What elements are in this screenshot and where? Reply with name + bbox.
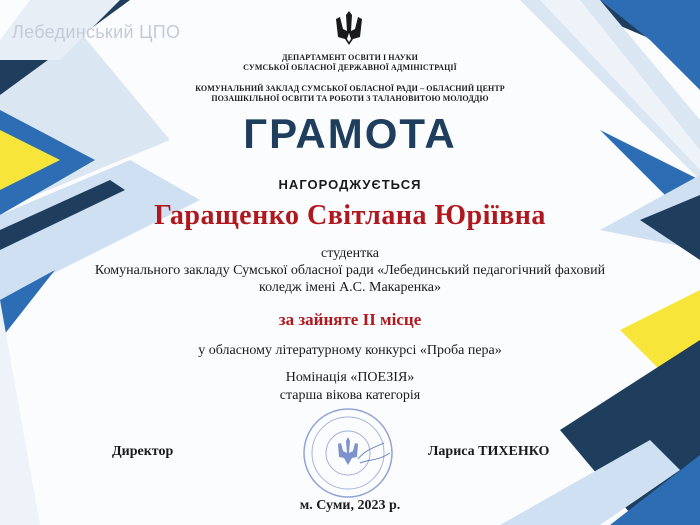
certificate-title: ГРАМОТА: [243, 110, 457, 157]
college-line-1: Комунального закладу Сумської обласної ради «Лебединський педагогічний фаховий: [94, 263, 606, 278]
recipient-name: Гаращенко Світлана Юріївна: [154, 200, 546, 231]
award-place: за зайняте ІІ місце: [278, 310, 422, 329]
department-line-2: СУМСЬКОЇ ОБЛАСНОЇ ДЕРЖАВНОЇ АДМІНІСТРАЦІЇ: [243, 63, 457, 72]
watermark-text: Лебединський ЦПО: [12, 22, 181, 42]
institution-line-2: ПОЗАШКІЛЬНОЇ ОСВІТИ ТА РОБОТИ З ТАЛАНОВИТОЮ МОЛОДДЮ: [211, 94, 489, 103]
recipient-role: студентка: [320, 246, 380, 261]
department-line-1: ДЕПАРТАМЕНТ ОСВІТИ І НАУКИ: [282, 53, 418, 62]
place-and-date: м. Суми, 2023 р.: [299, 498, 401, 513]
contest-name: у обласному літературному конкурсі «Проба пера»: [198, 343, 502, 358]
institution-line-1: КОМУНАЛЬНИЙ ЗАКЛАД СУМСЬКОЇ ОБЛАСНОЇ РАДИ – ОБЛАСНИЙ ЦЕНТР: [195, 84, 505, 93]
college-line-2: коледж імені А.С. Макаренка»: [259, 280, 441, 295]
awarded-label: НАГОРОДЖУЄТЬСЯ: [278, 177, 422, 192]
director-name: Лариса ТИХЕНКО: [428, 444, 550, 459]
official-seal-icon: [300, 403, 400, 503]
age-category: старша вікова категорія: [279, 388, 421, 403]
director-label: Директор: [112, 444, 174, 459]
nomination: Номінація «ПОЕЗІЯ»: [285, 370, 415, 385]
trident-icon: [333, 9, 365, 49]
